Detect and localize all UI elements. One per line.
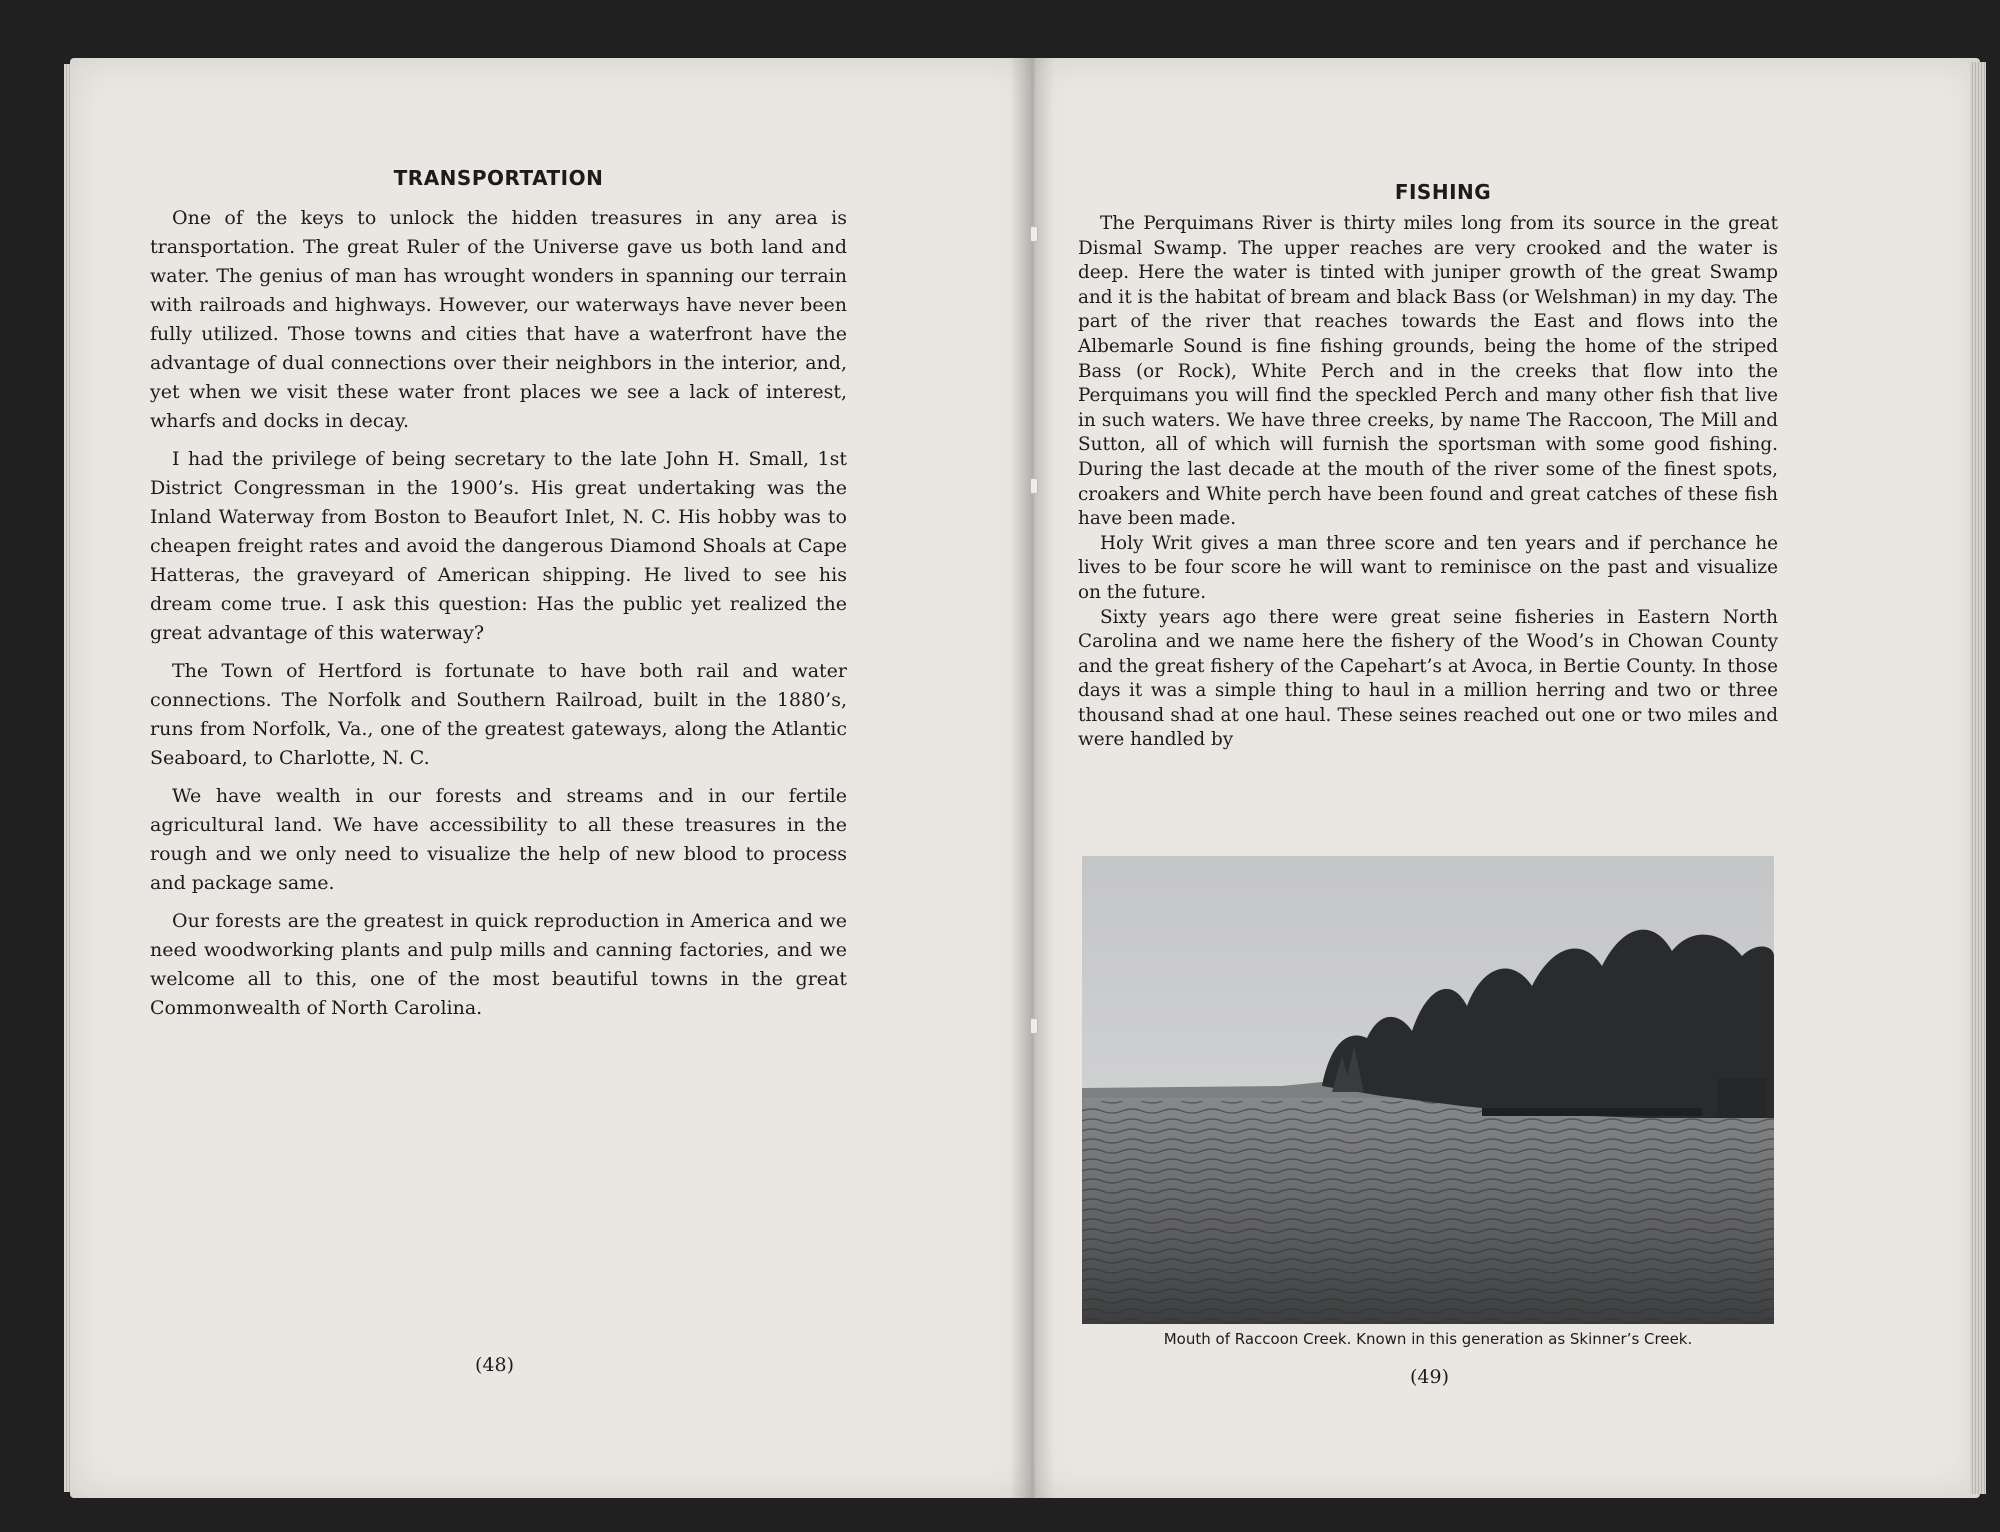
paragraph: Sixty years ago there were great seine fisheries in Eastern North Carolina and we name here the fishery of the Wood’s in Chowan County and the great fishery of the Capehart’s at Avoca, in Bertie County. In those days it was a simple thing to haul in a million herring and two or three thousand shad at one haul. These seines reached out one or two miles and were handled by — [1078, 606, 1778, 751]
creek-photo — [1082, 856, 1774, 1324]
water-ripples — [1082, 1101, 1774, 1324]
binding-staple — [1030, 1018, 1038, 1034]
page-number-left: (48) — [475, 1354, 515, 1376]
binding-staple — [1030, 478, 1038, 494]
left-page-content — [150, 166, 847, 1032]
page-title: FISHING — [1394, 180, 1492, 204]
binding-staple — [1030, 226, 1038, 242]
paragraph: One of the keys to unlock the hidden treasures in any area is transportation. The great Ruler of the Universe gave us both land and water. The genius of man has wrought wonders in spanning our terrain with railroads and highways. However, our waterways have never been fully utilized. Those towns and cities that have a waterfront have the advantage of dual connections over their neighbors in the interior, and, yet when we visit these water front places we see a lack of interest, wharfs and docks in decay. — [150, 207, 847, 432]
paragraph: I had the privilege of being secretary to the late John H. Small, 1st District Congressman in the 1900’s. His great undertaking was the Inland Waterway from Boston to Beaufort Inlet, N. C. His hobby was to cheapen freight rates and avoid the dangerous Diamond Shoals at Cape Hatteras, the graveyard of American shipping. He lived to see his dream come true. I ask this question: Has the public yet realized the great advantage of this waterway? — [150, 448, 847, 644]
page-title: TRANSPORTATION — [393, 166, 604, 190]
right-page-edges — [1970, 62, 1986, 1494]
dock — [1482, 1108, 1702, 1116]
photo-caption: Mouth of Raccoon Creek. Known in this generation as Skinner’s Creek. — [1163, 1330, 1693, 1348]
paragraph: Our forests are the greatest in quick reproduction in America and we need woodworking plants and pulp mills and canning factories, and we welcome all to this, one of the most beautiful towns in the great Commonwealth of North Carolina. — [150, 910, 847, 1019]
page-number-right: (49) — [1410, 1366, 1450, 1388]
paragraph: We have wealth in our forests and streams and in our fertile agricultural land. We have accessibility to all these treasures in the rough and we only need to visualize the help of new blood to process and package same. — [150, 785, 847, 894]
book-gutter — [1010, 58, 1054, 1498]
paragraph: The Town of Hertford is fortunate to have both rail and water connections. The Norfolk and Southern Railroad, built in the 1880’s, runs from Norfolk, Va., one of the greatest gateways, along the Atlantic Seaboard, to Charlotte, N. C. — [150, 660, 847, 769]
creek-photo-drawing — [1082, 856, 1774, 1324]
paragraph: The Perquimans River is thirty miles long from its source in the great Dismal Swamp. The upper reaches are very crooked and the water is deep. Here the water is tinted with juniper growth of the great Swamp and it is the habitat of bream and black Bass (or Welshman) in my day. The part of the river that reaches towards the East and flows into the Albemarle Sound is fine fishing grounds, being the home of the striped Bass (or Rock), White Perch and in the creeks that flow into the Perquimans you will find the speckled Perch and many other fish that live in such waters. We have three creeks, by name The Raccoon, The Mill and Sutton, all of which will furnish the sportsman with some good fishing. During the last decade at the mouth of the river some of the finest spots, croakers and White perch have been found and great catches of these fish have been made. — [1078, 213, 1778, 530]
boathouse — [1717, 1078, 1767, 1118]
paragraph: Holy Writ gives a man three score and ten years and if perchance he lives to be four score he will want to reminisce on the past and visualize on the future. — [1078, 532, 1778, 603]
right-page-content — [1078, 180, 1778, 753]
